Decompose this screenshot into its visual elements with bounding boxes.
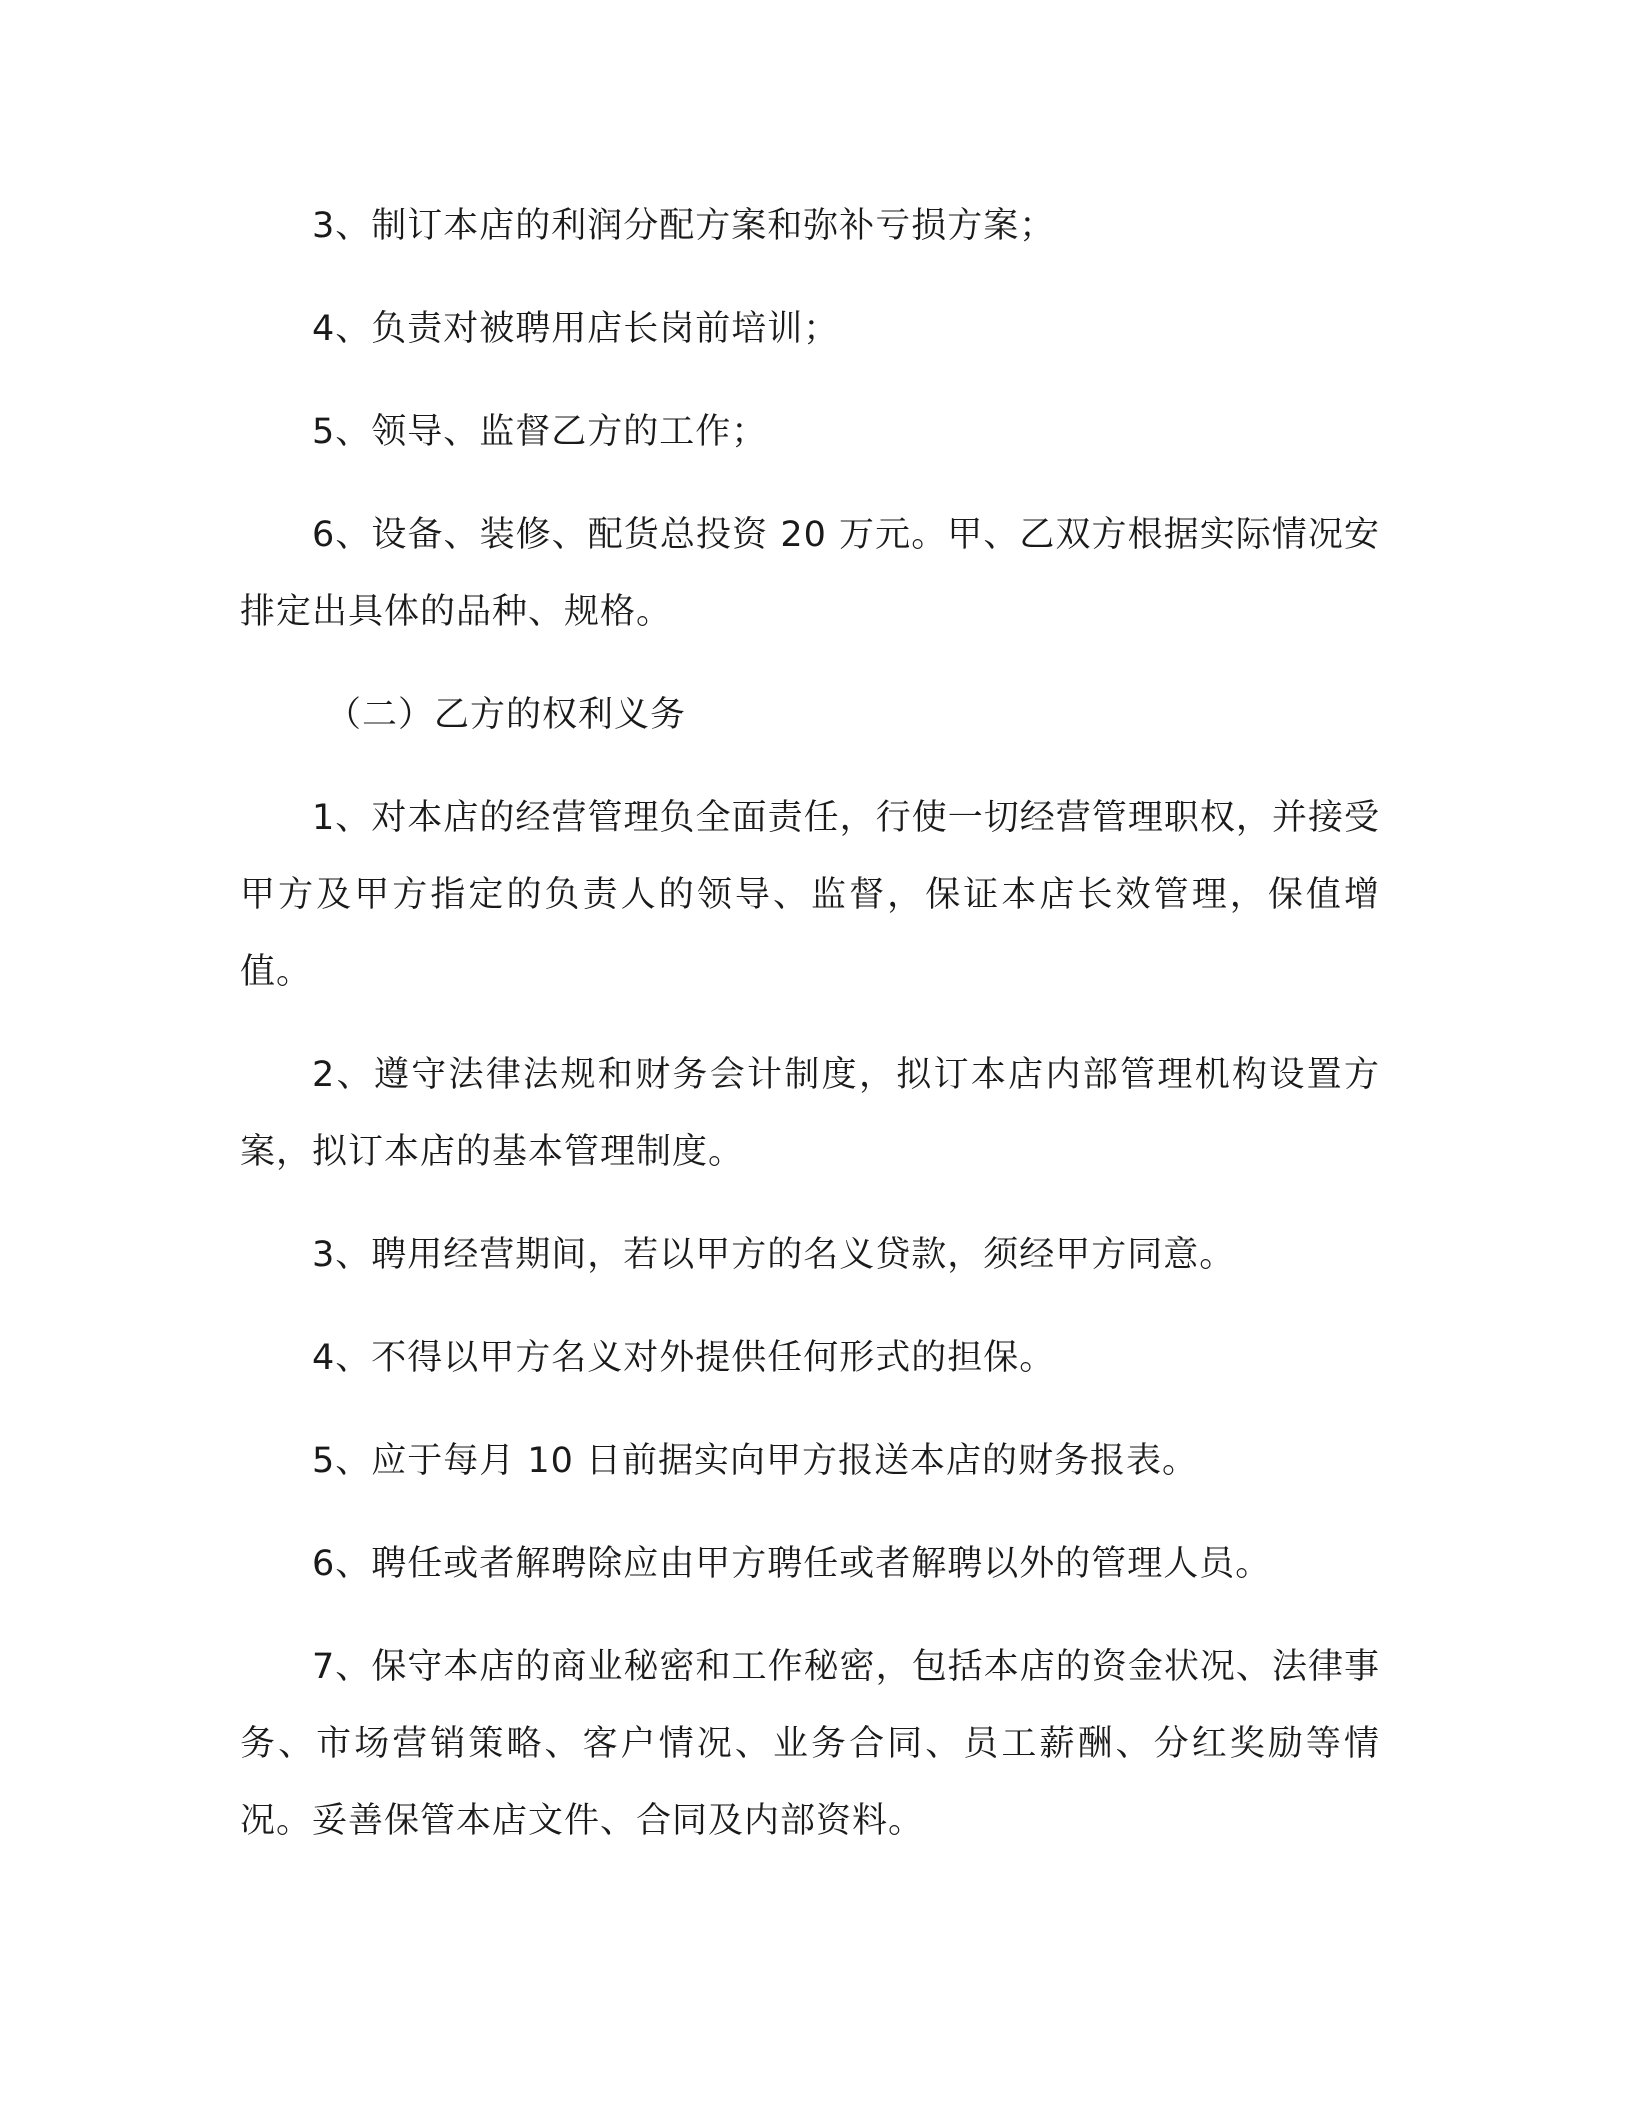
paragraph-party-b-item-2: 2、遵守法律法规和财务会计制度，拟订本店内部管理机构设置方案，拟订本店的基本管理制度。 bbox=[240, 1055, 1380, 1172]
paragraph-party-b-item-5: 5、应于每月 10 日前据实向甲方报送本店的财务报表。 bbox=[312, 1441, 1199, 1481]
paragraph-party-a-item-4: 4、负责对被聘用店长岗前培训； bbox=[312, 309, 840, 349]
paragraph-party-b-item-1: 1、对本店的经营管理负全面责任，行使一切经营管理职权，并接受甲方及甲方指定的负责人的领导、监督，保证本店长效管理，保值增值。 bbox=[240, 798, 1380, 992]
paragraph-party-b-item-6: 6、聘任或者解聘除应由甲方聘任或者解聘以外的管理人员。 bbox=[312, 1544, 1272, 1584]
paragraph-party-a-item-5: 5、领导、监督乙方的工作； bbox=[312, 412, 768, 452]
paragraph-party-a-item-3: 3、制订本店的利润分配方案和弥补亏损方案； bbox=[312, 206, 1056, 246]
paragraph-party-b-item-4: 4、不得以甲方名义对外提供任何形式的担保。 bbox=[312, 1338, 1056, 1378]
paragraph-party-a-item-6: 6、设备、装修、配货总投资 20 万元。甲、乙双方根据实际情况安排定出具体的品种、规格。 bbox=[240, 515, 1380, 632]
paragraph-party-b-item-3: 3、聘用经营期间，若以甲方的名义贷款，须经甲方同意。 bbox=[312, 1235, 1236, 1275]
document-body bbox=[240, 188, 1380, 1886]
paragraph-party-b-item-7: 7、保守本店的商业秘密和工作秘密，包括本店的资金状况、法律事务、市场营销策略、客户情况、业务合同、员工薪酬、分红奖励等情况。妥善保管本店文件、合同及内部资料。 bbox=[240, 1647, 1380, 1841]
section-heading-party-b: （二）乙方的权利义务 bbox=[326, 695, 687, 735]
